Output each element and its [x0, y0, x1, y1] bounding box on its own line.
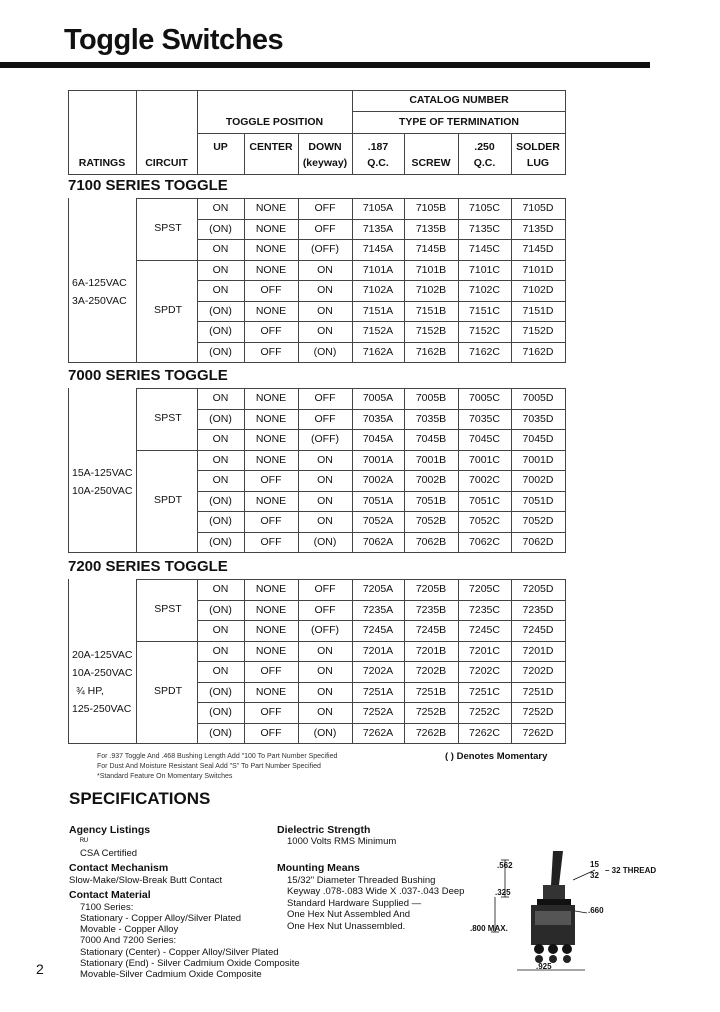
table-cell: 7145A [362, 243, 394, 255]
table-rule [136, 450, 197, 451]
table-cell: (ON) [209, 222, 232, 235]
dim-325: .325 [495, 888, 511, 897]
mounting-title: Mounting Means [277, 862, 360, 874]
table-cell: 7005A [362, 392, 394, 404]
table-cell: 7202D [522, 665, 554, 677]
table-cell: (ON) [209, 494, 232, 507]
table-cell: (ON) [209, 603, 232, 616]
table-cell: 7001A [362, 453, 394, 466]
table-cell: 7002D [522, 474, 554, 486]
table-cell: 7235C [469, 603, 500, 616]
table-cell: OFF [260, 325, 282, 337]
table-cell: 7262B [415, 726, 447, 739]
table-cell: 7205A [362, 583, 394, 595]
table-cell: 7051C [469, 494, 500, 507]
table-cell: 7052C [469, 515, 500, 527]
table-cell: 7101C [469, 263, 500, 276]
table-cell: 7135D [522, 222, 554, 235]
thread-label: – 32 THREAD [605, 866, 657, 875]
table-cell: 7245A [362, 624, 394, 636]
table-cell: 7062A [362, 535, 394, 548]
col-screw: SCREW [411, 157, 451, 169]
table-cell: 7101B [415, 263, 447, 276]
table-cell: 7162C [469, 345, 500, 358]
table-cell: 7251C [469, 685, 500, 698]
table-cell: 7135B [415, 222, 447, 235]
table-cell: NONE [255, 603, 287, 616]
table-cell: 7051A [362, 494, 394, 507]
table-rule [68, 579, 69, 743]
table-cell: 7245C [469, 624, 500, 636]
table-cell: 7205D [522, 583, 554, 595]
table-rule [68, 388, 69, 552]
table-cell: 7045D [522, 433, 554, 445]
table-cell: 7162A [362, 345, 394, 358]
table-cell: ON [212, 453, 229, 466]
col-down-sub: (keyway) [302, 157, 348, 169]
table-cell: 7162D [522, 345, 554, 358]
dim-800: .800 MAX. [470, 924, 508, 933]
table-cell: (ON) [209, 535, 232, 548]
table-cell: (ON) [313, 535, 337, 548]
table-cell: 7005D [522, 392, 554, 404]
table-cell: ON [317, 515, 333, 527]
col-187: .187 [367, 141, 389, 153]
col-toggle-position: TOGGLE POSITION [225, 116, 324, 128]
table-cell: ON [317, 665, 333, 677]
table-cell: 7251A [362, 685, 394, 698]
col-solder: SOLDER [516, 141, 560, 153]
table-rule [68, 198, 69, 362]
table-cell: 7001D [522, 453, 554, 466]
table-cell: 7002C [469, 474, 500, 486]
table-cell: OFF [260, 474, 282, 486]
mounting-line: Standard Hardware Supplied — [287, 898, 422, 909]
table-cell: 7105D [522, 202, 554, 214]
table-cell: 7045C [469, 433, 500, 445]
table-cell: 7002B [415, 474, 447, 486]
mounting-line: One Hex Nut Unassembled. [287, 921, 406, 932]
table-rule [136, 641, 197, 642]
table-cell: 7051D [522, 494, 554, 507]
rating-label: 3A-250VAC [72, 294, 127, 307]
table-cell: (ON) [209, 304, 232, 317]
mounting-line: 15/32" Diameter Threaded Bushing [287, 875, 436, 886]
table-cell: 7145B [415, 243, 447, 255]
table-cell: NONE [255, 222, 287, 235]
table-cell: 7262A [362, 726, 394, 739]
table-cell: 7105A [362, 202, 394, 214]
table-cell: NONE [255, 624, 287, 636]
series-title: 7200 SERIES TOGGLE [68, 558, 228, 575]
table-cell: 7201A [362, 644, 394, 657]
table-cell: 7105B [415, 202, 447, 214]
table-cell: 7052B [415, 515, 447, 527]
table-cell: ON [317, 304, 333, 317]
circuit-label: SPST [154, 411, 182, 424]
table-cell: 7252C [469, 706, 500, 718]
col-187-qc: Q.C. [367, 157, 389, 169]
table-cell: 7101A [362, 263, 394, 276]
dim-562: .562 [497, 861, 513, 870]
table-cell: 7105C [469, 202, 500, 214]
table-cell: 7252A [362, 706, 394, 718]
table-cell: 7062B [415, 535, 447, 548]
table-cell: ON [317, 494, 333, 507]
table-cell: 7262C [469, 726, 500, 739]
table-cell: 7062D [522, 535, 554, 548]
table-cell: NONE [255, 412, 287, 425]
table-cell: ON [212, 243, 229, 255]
table-cell: 7205B [415, 583, 447, 595]
momentary-note: ( ) Denotes Momentary [445, 751, 548, 762]
table-cell: 7135A [362, 222, 394, 235]
table-cell: ON [317, 474, 333, 486]
contact-mech-text: Slow-Make/Slow-Break Butt Contact [69, 875, 223, 886]
table-cell: NONE [255, 494, 287, 507]
thread-den: 32 [590, 871, 599, 880]
table-cell: (ON) [209, 726, 232, 739]
table-rule [68, 743, 566, 744]
table-cell: (ON) [209, 412, 232, 425]
table-cell: 7035A [362, 412, 394, 425]
table-cell: ON [212, 624, 229, 636]
table-cell: 7145D [522, 243, 554, 255]
table-cell: 7062C [469, 535, 500, 548]
table-cell: 7202A [362, 665, 394, 677]
table-cell: 7002A [362, 474, 394, 486]
table-cell: 7102C [469, 284, 500, 296]
ul-mark: ᴿᵁ [80, 836, 88, 846]
table-cell: 7235D [522, 603, 554, 616]
table-cell: ON [317, 453, 333, 466]
series-title: 7000 SERIES TOGGLE [68, 367, 228, 384]
table-cell: 7145C [469, 243, 500, 255]
table-cell: 7001C [469, 453, 500, 466]
col-lug: LUG [526, 157, 550, 169]
table-cell: 7235B [415, 603, 447, 616]
dim-925: .925 [536, 962, 552, 971]
col-up: UP [213, 141, 228, 153]
table-cell: 7005B [415, 392, 447, 404]
table-cell: OFF [260, 284, 282, 296]
dielectric-text: 1000 Volts RMS Minimum [287, 836, 397, 847]
table-cell: NONE [255, 644, 287, 657]
contact-mat-line: Movable - Copper Alloy [80, 924, 179, 935]
table-cell: OFF [314, 202, 336, 214]
table-cell: (ON) [209, 706, 232, 718]
table-cell: OFF [314, 583, 336, 595]
rating-label: 15A-125VAC [72, 466, 133, 479]
table-cell: 7252B [415, 706, 447, 718]
thread-num: 15 [590, 860, 599, 869]
mounting-line: One Hex Nut Assembled And [287, 909, 411, 920]
series-title: 7100 SERIES TOGGLE [68, 177, 228, 194]
table-cell: 7202B [415, 665, 447, 677]
table-cell: ON [317, 644, 333, 657]
table-rule [68, 362, 566, 363]
table-cell: 7151B [415, 304, 447, 317]
table-cell: NONE [255, 583, 287, 595]
rating-label: 6A-125VAC [72, 276, 127, 289]
table-cell: OFF [260, 345, 282, 358]
table-cell: OFF [314, 222, 336, 235]
specifications-heading: SPECIFICATIONS [69, 789, 211, 808]
table-cell: 7045A [362, 433, 394, 445]
table-cell: 7162B [415, 345, 447, 358]
table-cell: 7152B [415, 325, 447, 337]
table-cell: OFF [260, 726, 282, 739]
table-cell: OFF [314, 603, 336, 616]
table-cell: ON [317, 706, 333, 718]
table-cell: 7035B [415, 412, 447, 425]
table-cell: 7201C [469, 644, 500, 657]
table-cell: 7102A [362, 284, 394, 296]
footnote-3: *Standard Feature On Momentary Switches [97, 773, 233, 780]
table-cell: 7052D [522, 515, 554, 527]
table-cell: 7151C [469, 304, 500, 317]
table-cell: 7245B [415, 624, 447, 636]
page-title: Toggle Switches [64, 24, 284, 56]
contact-mat-line: 7100 Series: [80, 902, 134, 913]
table-cell: 7205C [469, 583, 500, 595]
table-cell: OFF [314, 392, 336, 404]
table-cell: OFF [314, 412, 336, 425]
col-250: .250 [474, 141, 495, 153]
table-cell: 7201D [522, 644, 554, 657]
contact-mech-title: Contact Mechanism [69, 862, 169, 874]
table-cell: (ON) [313, 726, 337, 739]
footnote-1: For .937 Toggle And .468 Bushing Length Add "100 To Part Number Specified [97, 753, 338, 760]
circuit-label: SPDT [153, 303, 182, 316]
table-cell: 7051B [415, 494, 447, 507]
table-cell: 7101D [522, 263, 554, 276]
col-catalog-number: CATALOG NUMBER [409, 94, 509, 106]
table-cell: 7251D [522, 685, 554, 698]
col-termination: TYPE OF TERMINATION [399, 116, 519, 128]
switch-dimension-drawing [455, 845, 655, 975]
table-cell: ON [212, 202, 229, 214]
table-cell: 7251B [415, 685, 447, 698]
contact-mat-line: Movable-Silver Cadmium Oxide Composite [80, 969, 262, 980]
contact-mat-line: Stationary - Copper Alloy/Silver Plated [80, 913, 242, 924]
table-cell: 7035C [469, 412, 500, 425]
table-cell: NONE [255, 304, 287, 317]
table-cell: (OFF) [311, 433, 339, 445]
col-250-qc: Q.C. [473, 157, 496, 169]
circuit-label: SPDT [153, 493, 182, 506]
table-cell: OFF [260, 515, 282, 527]
mounting-line: Keyway .078-.083 Wide X .037-.043 Deep [287, 886, 465, 897]
table-cell: (ON) [209, 345, 232, 358]
table-cell: 7152D [522, 325, 554, 337]
table-rule [68, 552, 566, 553]
agency-csa: CSA Certified [80, 848, 138, 859]
table-cell: NONE [255, 263, 287, 276]
table-cell: NONE [255, 243, 287, 255]
rating-label: 125-250VAC [72, 702, 132, 715]
table-cell: NONE [255, 685, 287, 698]
contact-mat-line: Stationary (End) - Silver Cadmium Oxide Composite [80, 958, 300, 969]
table-cell: NONE [255, 453, 287, 466]
table-cell: ON [317, 284, 333, 296]
rating-label: ¾ HP, [76, 684, 104, 697]
table-cell: 7245D [522, 624, 554, 636]
table-cell: (OFF) [311, 243, 339, 255]
table-cell: (ON) [209, 515, 232, 527]
contact-mat-title: Contact Material [69, 889, 151, 901]
table-cell: 7102D [522, 284, 554, 296]
col-down: DOWN [308, 141, 342, 153]
table-cell: 7001B [415, 453, 447, 466]
agency-title: Agency Listings [69, 824, 151, 836]
title-rule [0, 62, 650, 68]
table-cell: ON [212, 583, 229, 595]
col-center: CENTER [249, 141, 293, 153]
table-cell: 7252D [522, 706, 554, 718]
table-cell: OFF [260, 706, 282, 718]
table-cell: 7151D [522, 304, 554, 317]
rating-label: 10A-250VAC [72, 666, 133, 679]
table-cell: 7201B [415, 644, 447, 657]
circuit-label: SPST [154, 602, 182, 615]
table-cell: ON [212, 665, 229, 677]
col-circuit: CIRCUIT [145, 157, 188, 169]
table-cell: ON [317, 263, 333, 276]
table-cell: ON [317, 685, 333, 698]
table-cell: 7102B [415, 284, 447, 296]
page-number: 2 [36, 961, 44, 977]
table-rule [136, 260, 197, 261]
table-cell: NONE [255, 433, 287, 445]
circuit-label: SPDT [153, 684, 182, 697]
circuit-label: SPST [154, 221, 182, 234]
table-cell: 7005C [469, 392, 500, 404]
table-cell: OFF [260, 665, 282, 677]
table-cell: (ON) [313, 345, 337, 358]
contact-mat-line: Stationary (Center) - Copper Alloy/Silver Plated [80, 947, 279, 958]
rating-label: 10A-250VAC [72, 484, 133, 497]
table-cell: ON [212, 392, 229, 404]
table-cell: (OFF) [311, 624, 339, 636]
table-cell: 7151A [362, 304, 394, 317]
table-cell: ON [212, 644, 229, 657]
table-cell: NONE [255, 202, 287, 214]
col-ratings: RATINGS [78, 157, 126, 169]
table-cell: 7035D [522, 412, 554, 425]
dielectric-title: Dielectric Strength [277, 824, 371, 836]
table-cell: OFF [260, 535, 282, 548]
table-cell: ON [212, 433, 229, 445]
dim-660: .660 [588, 906, 604, 915]
table-cell: ON [212, 284, 229, 296]
table-cell: 7262D [522, 726, 554, 739]
footnote-2: For Dust And Moisture Resistant Seal Add "S" To Part Number Specified [97, 763, 321, 770]
table-cell: NONE [255, 392, 287, 404]
table-cell: 7235A [362, 603, 394, 616]
table-cell: 7202C [469, 665, 500, 677]
table-cell: (ON) [209, 685, 232, 698]
table-cell: 7135C [469, 222, 500, 235]
table-cell: ON [317, 325, 333, 337]
table-cell: 7045B [415, 433, 447, 445]
table-cell: (ON) [209, 325, 232, 337]
table-cell: 7052A [362, 515, 394, 527]
table-cell: 7152A [362, 325, 394, 337]
table-cell: ON [212, 263, 229, 276]
rating-label: 20A-125VAC [72, 648, 133, 661]
table-cell: 7152C [469, 325, 500, 337]
table-cell: ON [212, 474, 229, 486]
contact-mat-line: 7000 And 7200 Series: [80, 935, 177, 946]
